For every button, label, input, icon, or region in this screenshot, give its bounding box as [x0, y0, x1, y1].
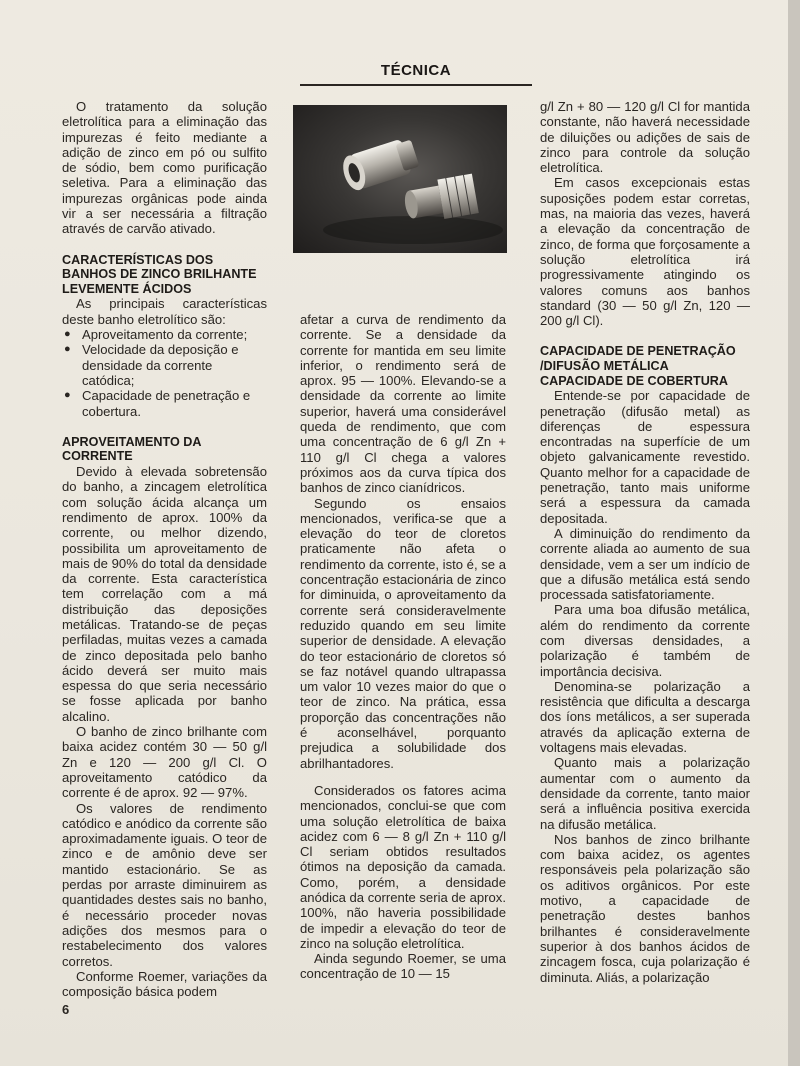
paragraph: Os valores de rendimento catódico e anódico da corrente são aproximadamente iguais. O teor de zinco e de amônio deve ser mantido estacionário. Se as perdas por arraste diminuirem as quantidades destes sais no banho, é necessário proceder novas adições dos mesmos para o restabelecimento dos valores corretos. [62, 800, 267, 969]
section-heading: CARACTERÍSTICAS DOS BANHOS DE ZINCO BRILHANTE LEVEMENTE ÁCIDOS [62, 252, 257, 296]
paragraph: Ainda segundo Roemer, se uma concentração de 10 — 15 [300, 951, 506, 982]
fittings-photo [293, 105, 507, 253]
list-item: ● Capacidade de penetração e cobertura. [82, 388, 267, 419]
list-item: ● Aproveitamento da corrente; [82, 327, 267, 342]
paragraph: Quanto mais a polarização aumentar com o aumento da densidade da corrente, tanto maior será a influência positiva exercida na difusão metálica. [540, 755, 750, 832]
paragraph: Para uma boa difusão metálica, além do rendimento da corrente com diversas densidades, a polarização é também de importância decisiva. [540, 602, 750, 679]
section-heading: APROVEITAMENTO DA CORRENTE [62, 434, 202, 464]
paragraph: O tratamento da solução eletrolítica para a eliminação das impurezas é feito mediante a adição de zinco em pó ou sulfito de sódio, bem como purificação seletiva. Para a eliminação das impurezas orgânicas pode ainda vir a ser necessária a filtração através de carvão ativado. [62, 99, 267, 237]
paragraph: afetar a curva de rendimento da corrente. Se a densidade da corrente for mantida em seu limite inferior, o rendimento será de aprox. 95 — 100%. Elevando-se a densidade da corrente ao limite superior, haverá uma considerável queda de rendimento, que com uma concentração de 6 g/l Zn + 110 g/l Cl chega a valores próximos aos da curva típica dos banhos de zinco cianídricos. [300, 312, 506, 496]
paragraph: Segundo os ensaios mencionados, verifica-se que a elevação do teor de cloretos praticamente não afeta o rendimento da corrente, isto é, se a concentração estacionária de zinco for diminuida, o aproveitamento da corrente será consideravelmente reduzido quando em seu limite superior de densidade. A elevação do teor estacionário de cloretos só se faz notável quando ultrapassa um valor 10 vezes maior do que o teor de zinco. Na prática, essa proporção das concentrações não é aconselhável, porquanto prejudica a solubilidade dos abrilhantadores. [300, 495, 506, 771]
paragraph: Denomina-se polarização a resistência que dificulta a descarga dos íons metálicos, a ser superada através da aplicação externa de voltagens mais elevadas. [540, 678, 750, 756]
paragraph: Conforme Roemer, variações da composição básica podem [62, 968, 267, 1000]
column-3 [540, 99, 750, 985]
page-number: 6 [62, 1002, 70, 1017]
page-edge [788, 0, 800, 1066]
column-2 [300, 312, 506, 982]
paragraph: Considerados os fatores acima mencionados, conclui-se que com uma solução eletrolítica de baixa acidez com 6 — 8 g/l Zn + 110 g/l Cl seriam obtidos resultados ótimos na deposição da camada. Como, porém, a densidade anódica da corrente seria de aprox. 100%, não haveria possibilidade de impedir a elevação do teor de zinco na solução eletrolítica. [300, 782, 506, 951]
paragraph: A diminuição do rendimento da corrente aliada ao aumento de sua densidade, vem a ser um indício de que a difusão metálica está sendo processada satisfatoriamente. [540, 525, 750, 603]
section-header [300, 62, 532, 80]
paragraph: g/l Zn + 80 — 120 g/l Cl for mantida constante, não haverá necessidade de diluições ou adições de sais de zinco para controle da solução eletrolítica. [540, 99, 750, 176]
paragraph: As principais características deste banho eletrolítico são: [62, 296, 267, 327]
section-title: TÉCNICA [380, 62, 452, 79]
fittings-illustration [293, 105, 507, 253]
paragraph: Em casos excepcionais estas suposições podem estar corretas, mas, na maioria das vezes, haverá a elevação da concentração de zinco, de forma que forçosamente a solução eletrolítica irá progressivamente atingindo os valores comuns aos banhos standard (30 — 50 g/l Zn, 120 — 200 g/l Cl). [540, 175, 750, 329]
paragraph: Entende-se por capacidade de penetração (difusão metal) as diferenças de espessura encontradas na superfície de um objeto galvanicamente revestido. Quanto melhor for a capacidade de penetração, tanto mais uniforme será a espessura da camada depositada. [540, 388, 750, 526]
paragraph: Nos banhos de zinco brilhante com baixa acidez, os agentes responsáveis pela polarização são os aditivos orgânicos. Por este motivo, a capacidade de penetração destes banhos brilhantes é consideravelmente superior à dos banhos ácidos de zincagem fosca, cuja polarização é diminuta. Aliás, a polarização [540, 831, 750, 985]
column-1 [62, 99, 267, 999]
list-item: ● Velocidade da deposição e densidade da corrente catódica; [82, 342, 267, 388]
paragraph: Devido à elevada sobretensão do banho, a zincagem eletrolítica com solução ácida alcança um rendimento de aprox. 100% da corrente, ou melhor dizendo, possibilita um aproveitamento de mais de 90% do total da densidade da corrente. Esta característica tem correlação com a má distribuição das deposições metálicas. Tratando-se de peças perfiladas, muitas vezes a camada de zinco depositada pelo banho ácido deverá ser muito mais espessa do que seria necessário se fosse aplicada por banho alcalino. [62, 464, 267, 724]
header-rule [300, 84, 532, 86]
bullet-list [62, 327, 267, 419]
paragraph: O banho de zinco brilhante com baixa acidez contém 30 — 50 g/l Zn e 120 — 200 g/l Cl. O aproveitamento catódico da corrente é de aprox. 92 — 97%. [62, 724, 267, 801]
section-heading: CAPACIDADE DE PENETRAÇÃO /DIFUSÃO METÁLICA CAPACIDADE DE COBERTURA [540, 344, 736, 388]
